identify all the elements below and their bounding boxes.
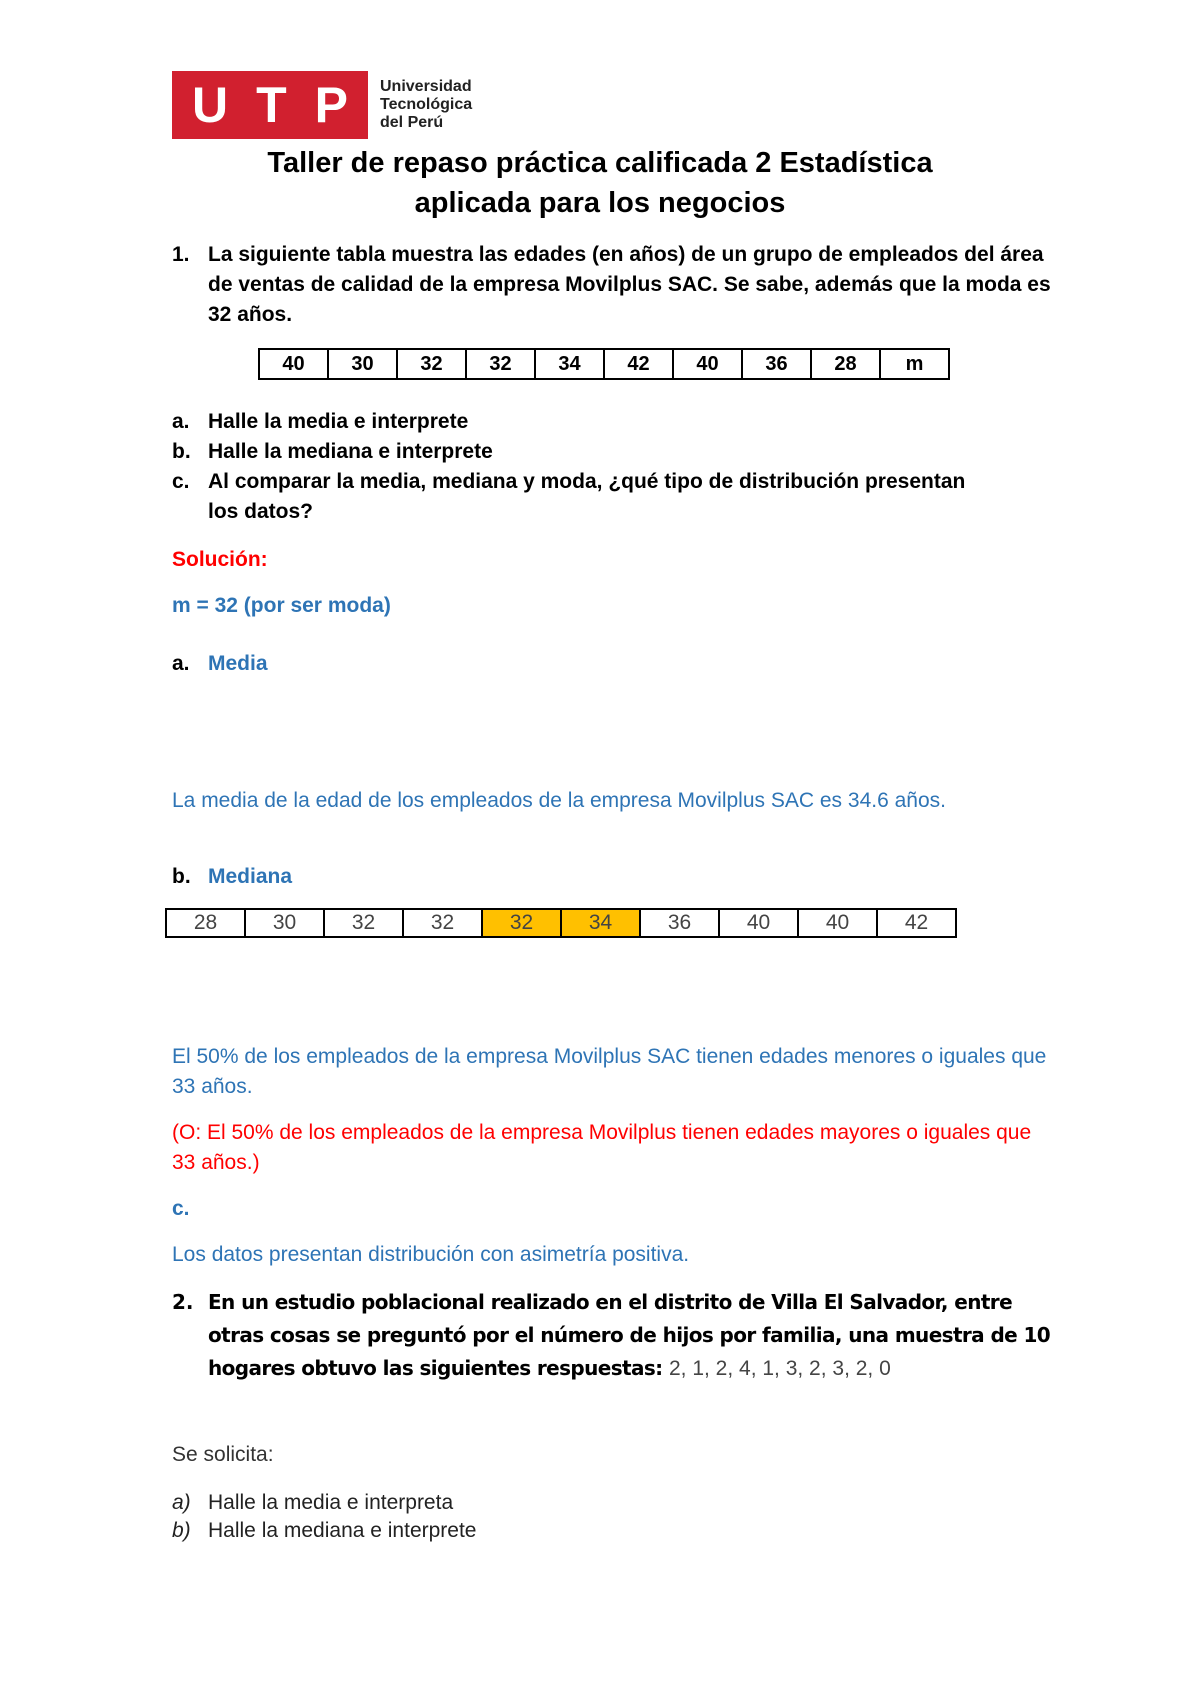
table-cell: 28 (166, 909, 245, 937)
question-1-number: 1. (172, 243, 190, 266)
solution-label: Solución: (172, 548, 268, 571)
item-letter: a. (172, 410, 190, 433)
table-cell: 40 (719, 909, 798, 937)
item-text: Al comparar la media, mediana y moda, ¿qué tipo de distribución presentan los datos? (208, 470, 966, 523)
se-solicita-label: Se solicita: (172, 1443, 274, 1466)
logo-line-2: Tecnológica (380, 96, 473, 113)
question-1-items (172, 407, 1052, 527)
page-title-line-2: aplicada para los negocios (414, 187, 786, 219)
item-letter: b) (172, 1519, 191, 1542)
table-cell: 40 (259, 349, 328, 379)
item-text: Halle la mediana e interprete (208, 440, 493, 463)
section-b-letter: b. (172, 865, 191, 888)
table-cell: 28 (811, 349, 880, 379)
table-cell: 32 (397, 349, 466, 379)
question-2-number: 2. (172, 1290, 194, 1314)
section-a-letter: a. (172, 652, 190, 675)
item-text: Halle la media e interprete (208, 410, 469, 433)
section-b-title: Mediana (208, 865, 293, 888)
item-letter: c. (172, 470, 190, 493)
question-2-answers: 2, 1, 2, 4, 1, 3, 2, 3, 2, 0 (668, 1357, 891, 1380)
section-a-heading (172, 649, 268, 679)
question-2-body (208, 1286, 1052, 1385)
table-cell: 32 (466, 349, 535, 379)
table-row (166, 909, 956, 937)
list-item (172, 467, 968, 527)
item-letter: a) (172, 1491, 191, 1514)
logo-badge (172, 71, 368, 139)
logo-line-3: del Perú (380, 114, 444, 131)
mode-value-line: m = 32 (por ser moda) (172, 594, 391, 617)
item-letter: b. (172, 440, 191, 463)
list-item (172, 407, 1052, 437)
mean-interpretation: La media de la edad de los empleados de la empresa Movilplus SAC es 34.6 años. (172, 789, 946, 812)
median-alt-interpretation: (O: El 50% de los empleados de la empresa Movilplus tienen edades mayores o iguales que 33 años.) (172, 1121, 1032, 1174)
list-item (172, 437, 1052, 467)
distribution-conclusion: Los datos presentan distribución con asimetría positiva. (172, 1243, 690, 1266)
section-b-heading (172, 862, 292, 892)
median-cell-highlight: 32 (482, 909, 561, 937)
table-cell: 40 (673, 349, 742, 379)
table-cell: 40 (798, 909, 877, 937)
question-1 (172, 240, 1052, 330)
ages-table (258, 348, 950, 380)
table-cell: 36 (640, 909, 719, 937)
table-cell: m (880, 349, 949, 379)
table-cell: 32 (324, 909, 403, 937)
logo-letter-p: P (314, 77, 348, 133)
table-cell: 32 (403, 909, 482, 937)
logo-line-1: Universidad (380, 78, 472, 95)
table-cell: 34 (535, 349, 604, 379)
item-text: Halle la mediana e interprete (208, 1519, 477, 1542)
table-cell: 30 (328, 349, 397, 379)
list-item (172, 1517, 477, 1545)
table-row (259, 349, 949, 379)
sorted-ages-table (165, 908, 957, 938)
table-cell: 36 (742, 349, 811, 379)
median-interpretation: El 50% de los empleados de la empresa Movilplus SAC tienen edades menores o iguales que 33 años. (172, 1045, 1047, 1098)
logo-letter-t: T (256, 77, 287, 133)
utp-logo (172, 71, 472, 139)
page-title-line-1: Taller de repaso práctica calificada 2 Estadística (267, 147, 933, 179)
section-c-letter: c. (172, 1197, 190, 1220)
table-cell: 30 (245, 909, 324, 937)
logo-wordmark (380, 78, 472, 132)
table-cell: 42 (604, 349, 673, 379)
question-2 (172, 1286, 1052, 1385)
section-a-title: Media (208, 652, 268, 675)
page-title (0, 143, 1200, 223)
list-item (172, 1489, 453, 1517)
item-text: Halle la media e interpreta (208, 1491, 454, 1514)
logo-letter-u: U (191, 77, 229, 133)
question-2-text: En un estudio poblacional realizado en el distrito de Villa El Salvador, entre otras cosas se preguntó por el número de hijos por familia, una muestra de 10 hogares obtuvo las siguientes respuestas: (208, 1290, 1051, 1380)
table-cell: 42 (877, 909, 956, 937)
question-1-text: La siguiente tabla muestra las edades (en años) de un grupo de empleados del área de ventas de calidad de la empresa Movilplus SAC. Se sabe, además que la moda es 32 años. (208, 243, 1051, 326)
median-cell-highlight: 34 (561, 909, 640, 937)
